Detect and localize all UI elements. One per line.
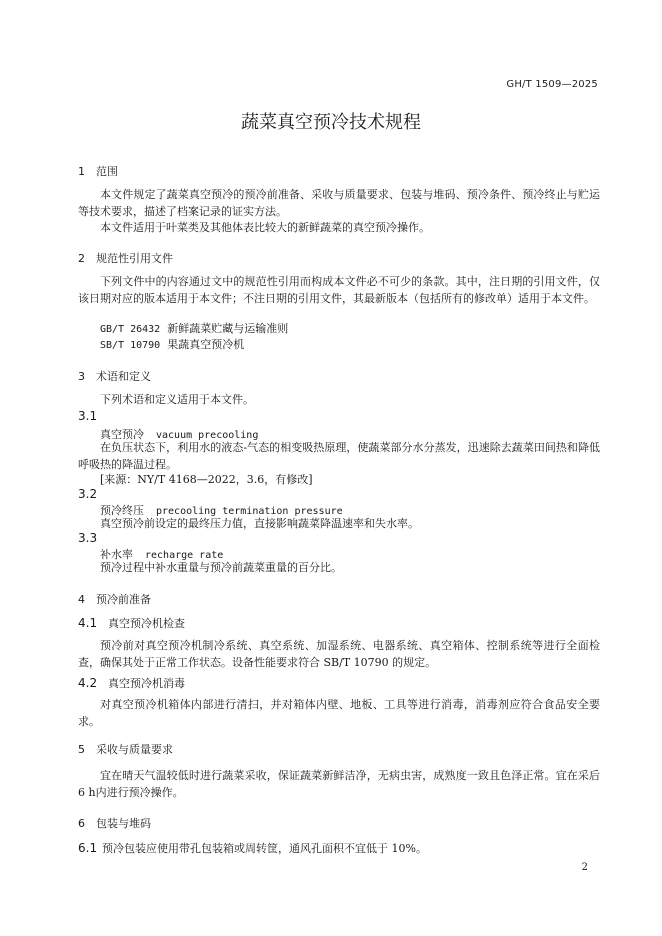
section-4-heading	[78, 591, 151, 607]
term-chinese: 预冷终压	[100, 504, 144, 517]
section-3-heading	[78, 368, 151, 384]
subsection-number: 4.1	[78, 616, 98, 630]
reference-code: SB/T 10790	[100, 340, 161, 351]
section-2-paragraph-1: 下列文件中的内容通过文中的规范性引用而构成本文件必不可少的条款。其中，注日期的引用文件，仅该日期对应的版本适用于本文件；不注日期的引用文件，其最新版本（包括所有的修改单）适用于本文件。	[78, 275, 600, 305]
subsection-text: 预冷包装应使用带孔包装箱或周转筐，通风孔面积不宜低于 10%。	[102, 842, 427, 855]
section-5-heading	[78, 741, 173, 757]
reference-2	[100, 337, 244, 355]
section-number: 3	[78, 370, 85, 383]
section-1-paragraph-1: 本文件规定了蔬菜真空预冷的预冷前准备、采收与质量要求、包装与堆码、预冷条件、预冷终止与贮运等技术要求，描述了档案记录的证实方法。	[78, 188, 600, 218]
term-chinese: 补水率	[100, 548, 133, 561]
term-1-number: 3.1	[78, 409, 98, 423]
subsection-6-1	[78, 840, 427, 858]
subsection-title: 真空预冷机检查	[108, 617, 185, 630]
term-2-number: 3.2	[78, 487, 98, 501]
term-1-source: [来源：NY/T 4168—2022，3.6，有修改]	[100, 473, 313, 486]
section-1-paragraph-2: 本文件适用于叶菜类及其他体表比较大的新鲜蔬菜的真空预冷操作。	[100, 221, 430, 234]
document-title: 蔬菜真空预冷技术规程	[241, 112, 421, 133]
section-number: 5	[78, 743, 85, 756]
page-number: 2	[581, 862, 588, 873]
term-3-definition: 预冷过程中补水重量与预冷前蔬菜重量的百分比。	[100, 561, 342, 574]
reference-code: GB/T 26432	[100, 324, 161, 335]
subsection-4-2-text: 对真空预冷机箱体内部进行清扫，并对箱体内壁、地板、工具等进行消毒，消毒剂应符合食品安全要求。	[78, 698, 600, 728]
subsection-4-2-heading	[78, 675, 185, 691]
section-number: 6	[78, 817, 85, 830]
section-number: 1	[78, 165, 85, 178]
reference-name: 新鲜蔬菜贮藏与运输准则	[167, 322, 289, 335]
reference-name: 果蔬真空预冷机	[167, 338, 245, 351]
subsection-number: 4.2	[78, 676, 98, 690]
term-2-definition: 真空预冷前设定的最终压力值，直接影响蔬菜降温速率和失水率。	[100, 517, 419, 530]
section-title: 范围	[96, 165, 118, 178]
standard-code: GH/T 1509—2025	[506, 79, 598, 90]
term-english: recharge rate	[145, 550, 224, 561]
section-number: 4	[78, 593, 85, 606]
section-5-paragraph-1: 宜在晴天气温较低时进行蔬菜采收，保证蔬菜新鲜洁净，无病虫害，成熟度一致且色泽正常。宜在采后6 h内进行预冷操作。	[78, 769, 600, 799]
subsection-title: 真空预冷机消毒	[108, 677, 185, 690]
subsection-number: 6.1	[78, 841, 98, 855]
term-english: precooling termination pressure	[156, 506, 343, 517]
section-3-intro: 下列术语和定义适用于本文件。	[100, 393, 254, 406]
section-title: 术语和定义	[96, 370, 151, 383]
section-title: 预冷前准备	[96, 593, 151, 606]
section-title: 采收与质量要求	[96, 743, 173, 756]
subsection-4-1-heading	[78, 615, 185, 631]
reference-1	[100, 321, 288, 339]
subsection-4-1-text: 预冷前对真空预冷机制冷系统、真空系统、加湿系统、电器系统、真空箱体、控制系统等进行全面检查，确保其处于正常工作状态。设备性能要求符合 SB/T 10790 的规定。	[78, 639, 600, 669]
section-2-heading	[78, 250, 173, 266]
section-number: 2	[78, 252, 85, 265]
section-title: 规范性引用文件	[96, 252, 173, 265]
section-6-heading	[78, 815, 151, 831]
section-title: 包装与堆码	[96, 817, 151, 830]
term-1-definition: 在负压状态下，利用水的液态-气态的相变吸热原理，使蔬菜部分水分蒸发，迅速除去蔬菜田间热和降低呼吸热的降温过程。	[78, 441, 600, 471]
term-3-number: 3.3	[78, 531, 98, 545]
section-1-heading	[78, 163, 118, 179]
term-chinese: 真空预冷	[100, 428, 144, 441]
term-english: vacuum precooling	[156, 430, 259, 441]
